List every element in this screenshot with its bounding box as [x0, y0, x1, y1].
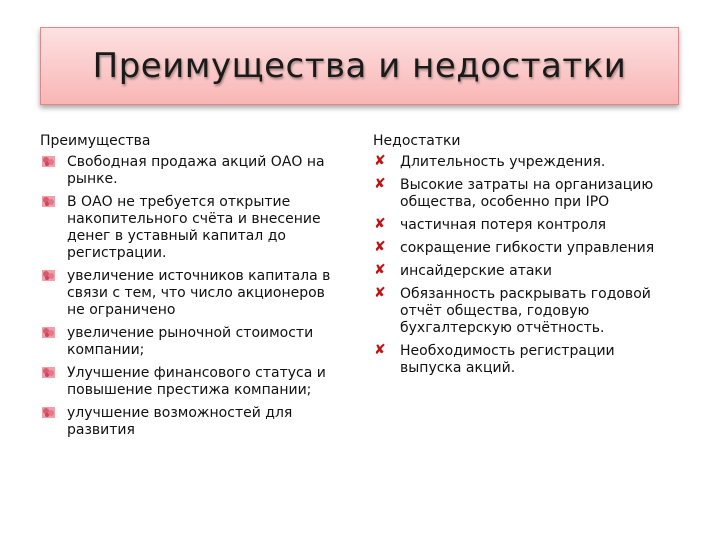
- flower-bullet-icon: [42, 407, 55, 418]
- list-item: [373, 154, 673, 171]
- list-item: [373, 177, 673, 211]
- disadvantage-text: Длительность учреждения.: [400, 154, 606, 170]
- disadvantage-text: инсайдерские атаки: [400, 263, 552, 279]
- advantage-text: В ОАО не требуется открытие накопительного счёта и внесение денег в уставный капитал до регистрации.: [67, 194, 321, 261]
- flower-bullet-icon: [42, 367, 55, 378]
- list-item: [40, 405, 344, 439]
- x-bullet-icon: ✘: [374, 342, 386, 358]
- x-bullet-icon: ✘: [374, 262, 386, 278]
- x-bullet-icon: ✘: [374, 176, 386, 192]
- list-item: [373, 240, 673, 257]
- list-item: [40, 194, 344, 262]
- disadvantage-text: Высокие затраты на организацию общества, особенно при IPO: [400, 177, 654, 210]
- flower-bullet-icon: [42, 270, 55, 281]
- list-item: [373, 217, 673, 234]
- advantages-list: [40, 154, 344, 439]
- x-bullet-icon: ✘: [374, 285, 386, 301]
- list-item: [373, 286, 673, 337]
- x-bullet-icon: ✘: [374, 216, 386, 232]
- list-item: [40, 325, 344, 359]
- list-item: [373, 343, 673, 377]
- list-item: [40, 154, 344, 188]
- advantage-text: Улучшение финансового статуса и повышение престижа компании;: [67, 365, 326, 398]
- flower-bullet-icon: [42, 327, 55, 338]
- disadvantages-column: [373, 133, 673, 383]
- advantages-column: [40, 133, 344, 445]
- disadvantage-text: сокращение гибкости управления: [400, 240, 655, 256]
- title-box: [40, 27, 679, 105]
- disadvantage-text: Необходимость регистрации выпуска акций.: [400, 343, 615, 376]
- advantages-heading: Преимущества: [40, 133, 151, 149]
- page-title: Преимущества и недостатки: [92, 46, 627, 86]
- advantage-text: Свободная продажа акций ОАО на рынке.: [67, 154, 325, 187]
- advantage-text: увеличение рыночной стоимости компании;: [67, 325, 314, 358]
- disadvantage-text: частичная потеря контроля: [400, 217, 607, 233]
- flower-bullet-icon: [42, 156, 55, 167]
- list-item: [373, 263, 673, 280]
- disadvantages-list: [373, 154, 673, 377]
- advantage-text: улучшение возможностей для развития: [67, 405, 293, 438]
- advantage-text: увеличение источников капитала в связи с тем, что число акционеров не ограничено: [67, 268, 331, 318]
- list-item: [40, 268, 344, 319]
- disadvantage-text: Обязанность раскрывать годовой отчёт общества, годовую бухгалтерскую отчётность.: [400, 286, 651, 336]
- x-bullet-icon: ✘: [374, 239, 386, 255]
- x-bullet-icon: ✘: [374, 153, 386, 169]
- list-item: [40, 365, 344, 399]
- disadvantages-heading: Недостатки: [373, 133, 461, 149]
- flower-bullet-icon: [42, 196, 55, 207]
